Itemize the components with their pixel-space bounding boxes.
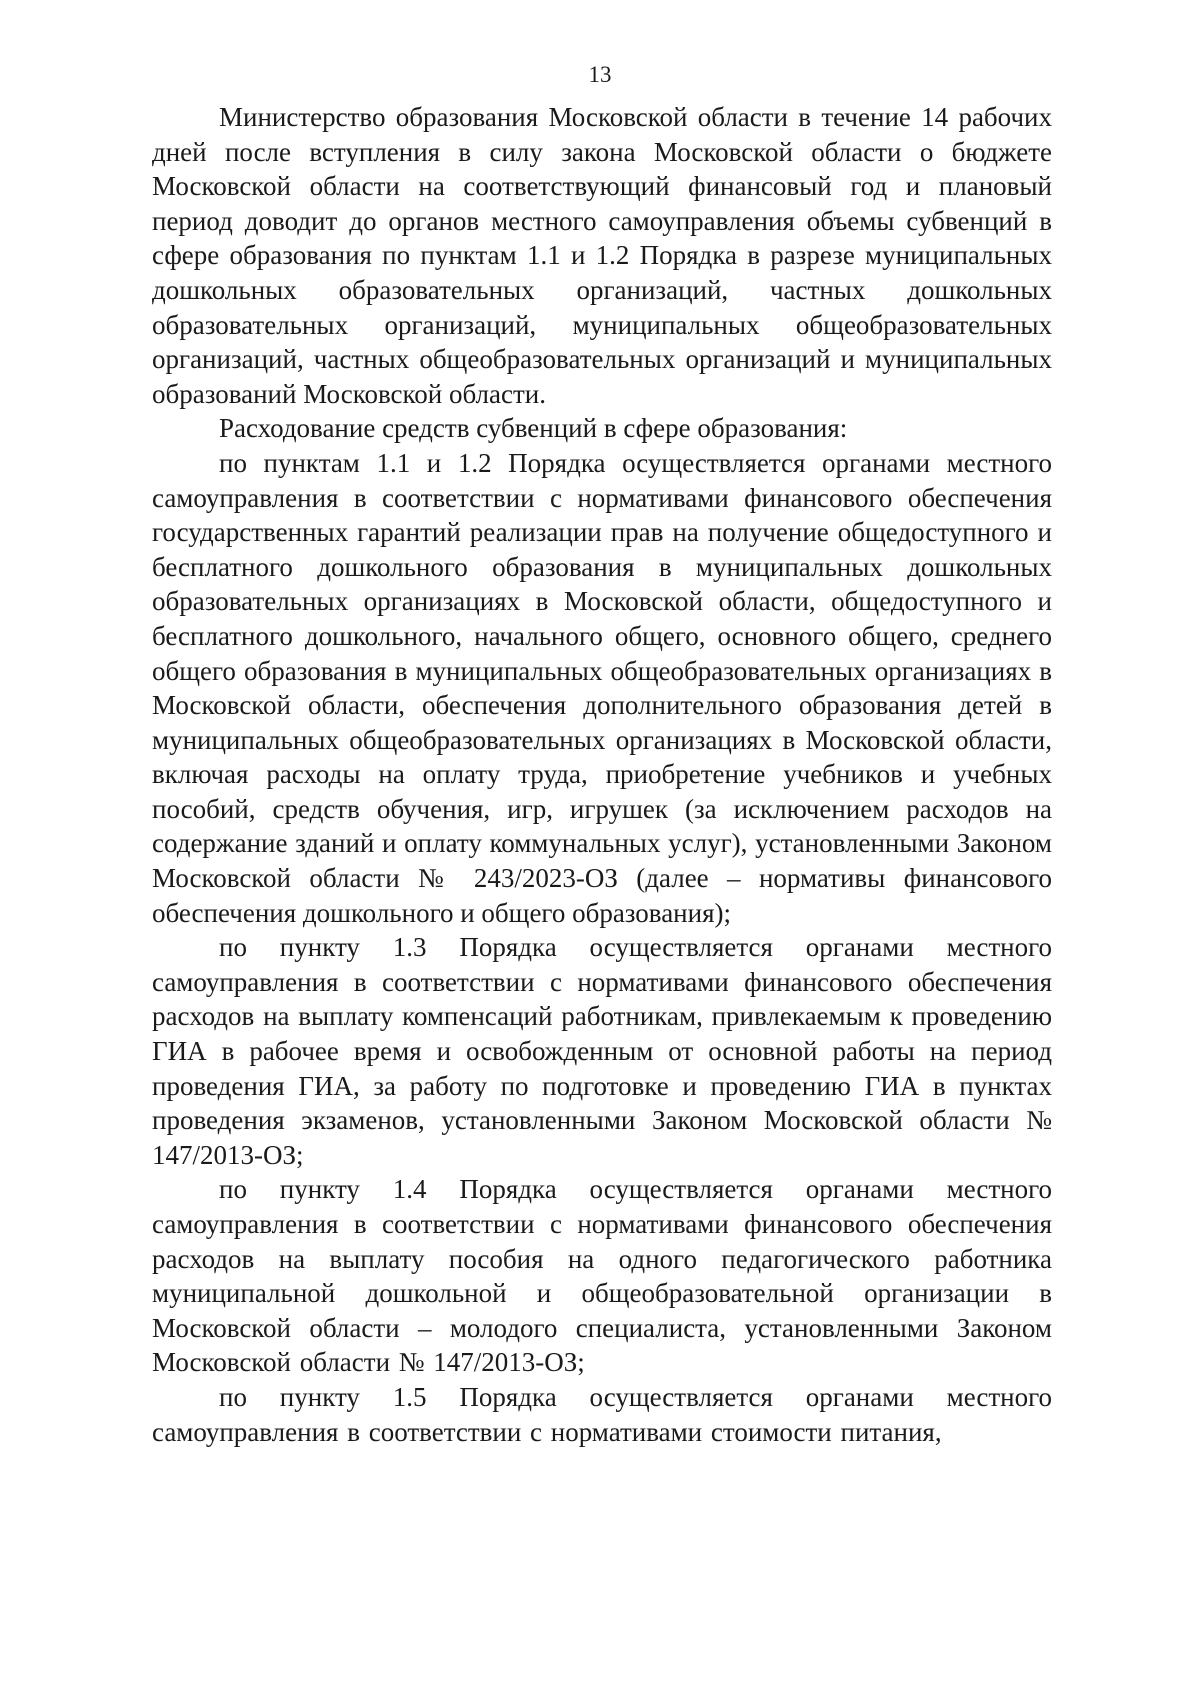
page-number: 13 bbox=[588, 62, 612, 87]
paragraph-item-1-4: по пункту 1.4 Порядка осуществляется органами местного самоуправления в соответствии с нормативами финансового обеспечения расходов на выплату пособия на одного педагогического работника муниципальной дошкольной и общеобразовательной организации в Московской области – молодого специалиста, установленными Законом Московской области № 147/2013-ОЗ; bbox=[152, 1174, 1052, 1378]
paragraph-items-1-1-1-2: по пунктам 1.1 и 1.2 Порядка осуществляется органами местного самоуправления в соответствии с нормативами финансового обеспечения государственных гарантий реализации прав на получение общедоступного и бесплатного дошкольного образования в муниципальных дошкольных образовательных организациях в Московской области, общедоступного и бесплатного дошкольного, начального общего, основного общего, среднего общего образования в муниципальных общеобразовательных организациях в Московской области, обеспечения дополнительного образования детей в муниципальных общеобразовательных организациях в Московской области, включая расходы на оплату труда, приобретение учебников и учебных пособий, средств обучения, игр, игрушек (за исключением расходов на содержание зданий и оплату коммунальных услуг), установленными Законом Московской области № 243/2023-ОЗ (далее – нормативы финансового обеспечения дошкольного и общего образования); bbox=[152, 447, 1052, 928]
paragraph-subvention-volumes: Министерство образования Московской области в течение 14 рабочих дней после вступления в силу закона Московской области о бюджете Московской области на соответствующий финансовый год и плановый период доводит до органов местного самоуправления объемы субвенций в сфере образования по пунктам 1.1 и 1.2 Порядка в разрезе муниципальных дошкольных образовательных организаций, частных дошкольных образовательных организаций, муниципальных общеобразовательных организаций, частных общеобразовательных организаций и муниципальных образований Московской области. bbox=[152, 102, 1052, 409]
document-body bbox=[152, 100, 1052, 1449]
paragraph-spending-intro: Расходование средств субвенций в сфере образования: bbox=[219, 413, 848, 444]
paragraph-item-1-3: по пункту 1.3 Порядка осуществляется органами местного самоуправления в соответствии с нормативами финансового обеспечения расходов на выплату компенсаций работникам, привлекаемым к проведению ГИА в рабочее время и освобожденным от основной работы на период проведения ГИА, за работу по подготовке и проведению ГИА в пунктах проведения экзаменов, установленными Законом Московской области № 147/2013-ОЗ; bbox=[152, 932, 1052, 1170]
paragraph-item-1-5: по пункту 1.5 Порядка осуществляется органами местного самоуправления в соответствии с нормативами стоимости питания, bbox=[152, 1381, 1052, 1447]
